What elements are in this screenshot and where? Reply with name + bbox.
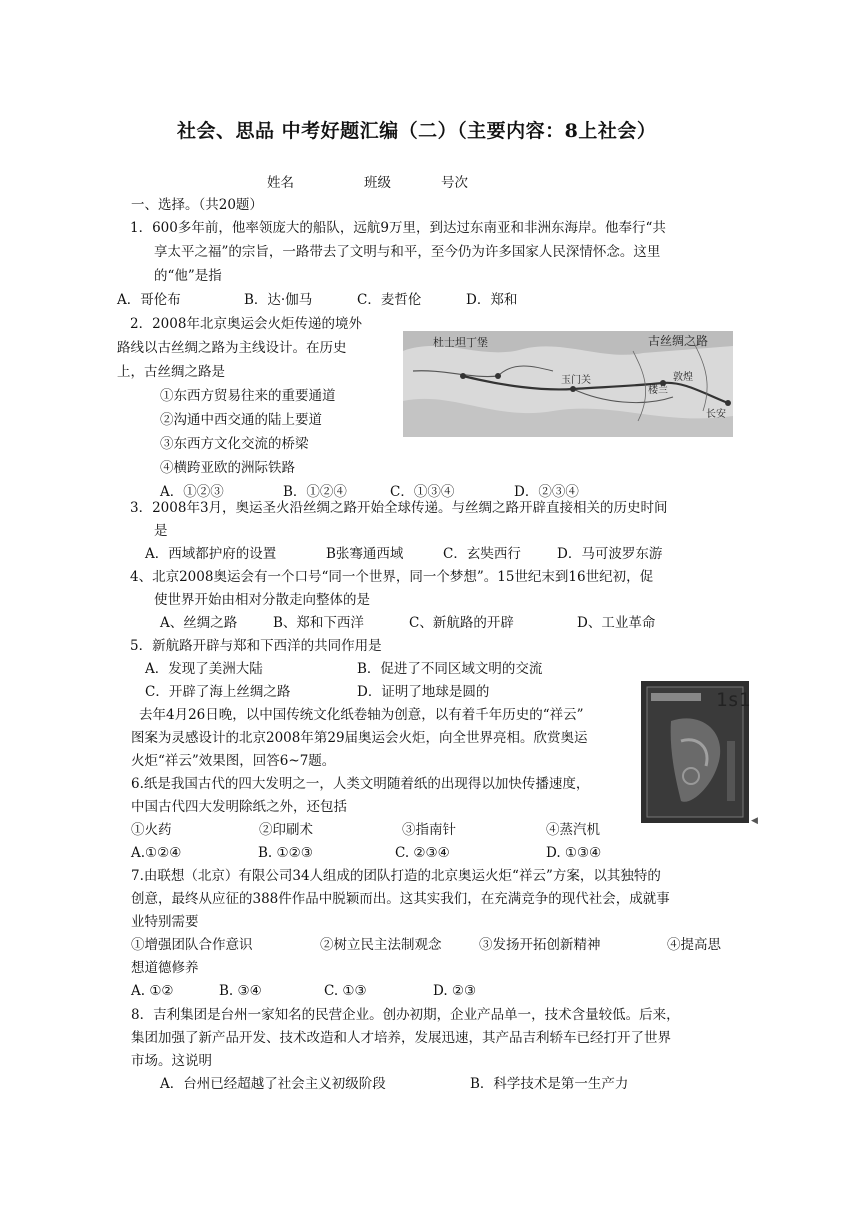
silk-road-map [403, 331, 733, 437]
q1-option-a: A．哥伦布 [117, 292, 181, 308]
q5-line-1: 5．新航路开辟与郑和下西洋的共同作用是 [130, 638, 382, 654]
map-label-dunhuang: 敦煌 [673, 372, 693, 383]
q7-option-a: A. ①② [131, 983, 174, 999]
q1-option-b: B．达·伽马 [244, 292, 313, 308]
q1-line-3: 的“他”是指 [154, 268, 222, 284]
q2-option-a: A．①②③ [160, 484, 224, 500]
q6-item-1: ①火药 [131, 822, 172, 838]
q2-option-c: C．①③④ [390, 484, 455, 500]
q6-item-3: ③指南针 [402, 822, 456, 838]
q7-item-2: ②树立民主法制观念 [320, 937, 442, 953]
q7-line-2: 创意，最终从应征的388件作品中脱颖而出。这其实我们，在充满竞争的现代社会，成就事 [131, 891, 670, 907]
q2-option-b: B．①②④ [283, 484, 347, 500]
q7-item-4-cont: 想道德修养 [131, 960, 199, 976]
q4-option-d: D、工业革命 [577, 615, 656, 631]
q6-item-4: ④蒸汽机 [546, 822, 600, 838]
silk-road-map-drawing [403, 331, 733, 437]
name-label: 姓名 [267, 175, 294, 191]
page-title: 社会、思品 中考好题汇编（二）（主要内容：8上社会） [177, 120, 657, 142]
q6-option-a: A.①②④ [131, 845, 182, 861]
section-heading: 一、选择。（共20题） [131, 197, 263, 213]
q2-line-3: 上，古丝绸之路是 [117, 364, 225, 380]
map-label-constantinople: 杜士坦丁堡 [433, 336, 488, 349]
q6-option-d: D. ①③④ [546, 845, 602, 861]
q3-line-2: 是 [154, 523, 168, 539]
q2-option-d: D．②③④ [514, 484, 579, 500]
q5-option-b: B．促进了不同区域文明的交流 [357, 661, 543, 677]
q8-option-b: B．科学技术是第一生产力 [470, 1076, 629, 1092]
q4-line-1: 4、北京2008奥运会有一个口号“同一个世界，同一个梦想”。15世纪末到16世纪初，促 [130, 569, 654, 585]
map-label-changan: 长安 [706, 409, 726, 420]
q7-item-1: ①增强团队合作意识 [131, 937, 253, 953]
q7-item-4: ④提高思 [667, 937, 721, 953]
q7-line-1: 7.由联想（北京）有限公司34人组成的团队打造的北京奥运火炬“祥云”方案，以其独特的 [131, 868, 661, 884]
q6-option-b: B. ①②③ [258, 845, 313, 861]
q6-line-1: 6.纸是我国古代的四大发明之一，人类文明随着纸的出现得以加快传播速度， [131, 776, 590, 792]
q3-option-d: D．马可波罗东游 [557, 546, 663, 562]
q1-option-c: C．麦哲伦 [357, 292, 422, 308]
q4-line-2: 使世界开始由相对分散走向整体的是 [154, 592, 370, 608]
q7-option-b: B. ③④ [219, 983, 262, 999]
passage-line-1: 去年4月26日晚，以中国传统文化纸卷轴为创意，以有着千年历史的“祥云” [139, 707, 584, 723]
q2-item-1: ①东西方贸易往来的重要通道 [160, 388, 336, 404]
q1-option-d: D．郑和 [466, 292, 518, 308]
q5-option-d: D．证明了地球是圆的 [357, 684, 490, 700]
q2-item-2: ②沟通中西交通的陆上要道 [160, 412, 322, 428]
q4-option-b: B、郑和下西洋 [273, 615, 364, 631]
passage-line-2: 图案为灵感设计的北京2008年第29届奥运会火炬，向全世界亮相。欣赏奥运 [131, 730, 588, 746]
q5-option-a: A．发现了美洲大陆 [145, 661, 263, 677]
q7-option-d: D. ②③ [433, 983, 477, 999]
q4-option-a: A、丝绸之路 [160, 615, 238, 631]
arrow-left-icon: ◀ [751, 816, 758, 826]
q2-item-3: ③东西方文化交流的桥梁 [160, 436, 309, 452]
class-label: 班级 [364, 175, 391, 191]
q7-option-c: C. ①③ [324, 983, 367, 999]
q7-line-3: 业特别需要 [131, 914, 199, 930]
q1-line-2: 享太平之福”的宗旨，一路带去了文明与和平，至今仍为许多国家人民深情怀念。这里 [154, 244, 661, 260]
q4-option-c: C、新航路的开辟 [409, 615, 514, 631]
q8-line-3: 市场。这说明 [131, 1053, 212, 1069]
q2-line-2: 路线以古丝绸之路为主线设计。在历史 [117, 340, 347, 356]
map-label-loulan: 楼兰 [648, 385, 668, 396]
map-label-yumenguan: 玉门关 [561, 375, 591, 386]
q5-option-c: C．开辟了海上丝绸之路 [145, 684, 291, 700]
passage-line-3: 火炬“祥云”效果图，回答6~7题。 [131, 753, 336, 769]
photo-label: 1s1 [716, 689, 751, 711]
q6-option-c: C. ②③④ [395, 845, 450, 861]
q8-line-2: 集团加强了新产品开发、技术改造和人才培养，发展迅速，其产品吉利轿车已经打开了世界 [131, 1030, 671, 1046]
q3-option-c: C．玄奘西行 [443, 546, 521, 562]
q8-option-a: A．台州已经超越了社会主义初级阶段 [160, 1076, 386, 1092]
q7-item-3: ③发扬开拓创新精神 [479, 937, 601, 953]
q2-line-1: 2．2008年北京奥运会火炬传递的境外 [130, 316, 362, 332]
map-label-silk-road: 古丝绸之路 [648, 334, 709, 348]
q3-line-1: 3．2008年3月，奥运圣火沿丝绸之路开始全球传递。与丝绸之路开辟直接相关的历史时间 [130, 500, 668, 516]
number-label: 号次 [441, 175, 468, 191]
q1-line-1: 1．600多年前，他率领庞大的船队，远航9万里，到达过东南亚和非洲东海岸。他奉行“共 [130, 220, 666, 236]
q6-line-2: 中国古代四大发明除纸之外，还包括 [131, 799, 347, 815]
q8-line-1: 8．吉利集团是台州一家知名的民营企业。创办初期，企业产品单一，技术含量较低。后来， [131, 1007, 680, 1023]
q3-option-b: B张骞通西域 [326, 546, 404, 562]
q3-option-a: A．西域都护府的设置 [145, 546, 277, 562]
q6-item-2: ②印刷术 [259, 822, 313, 838]
q2-item-4: ④横跨亚欧的洲际铁路 [160, 460, 295, 476]
